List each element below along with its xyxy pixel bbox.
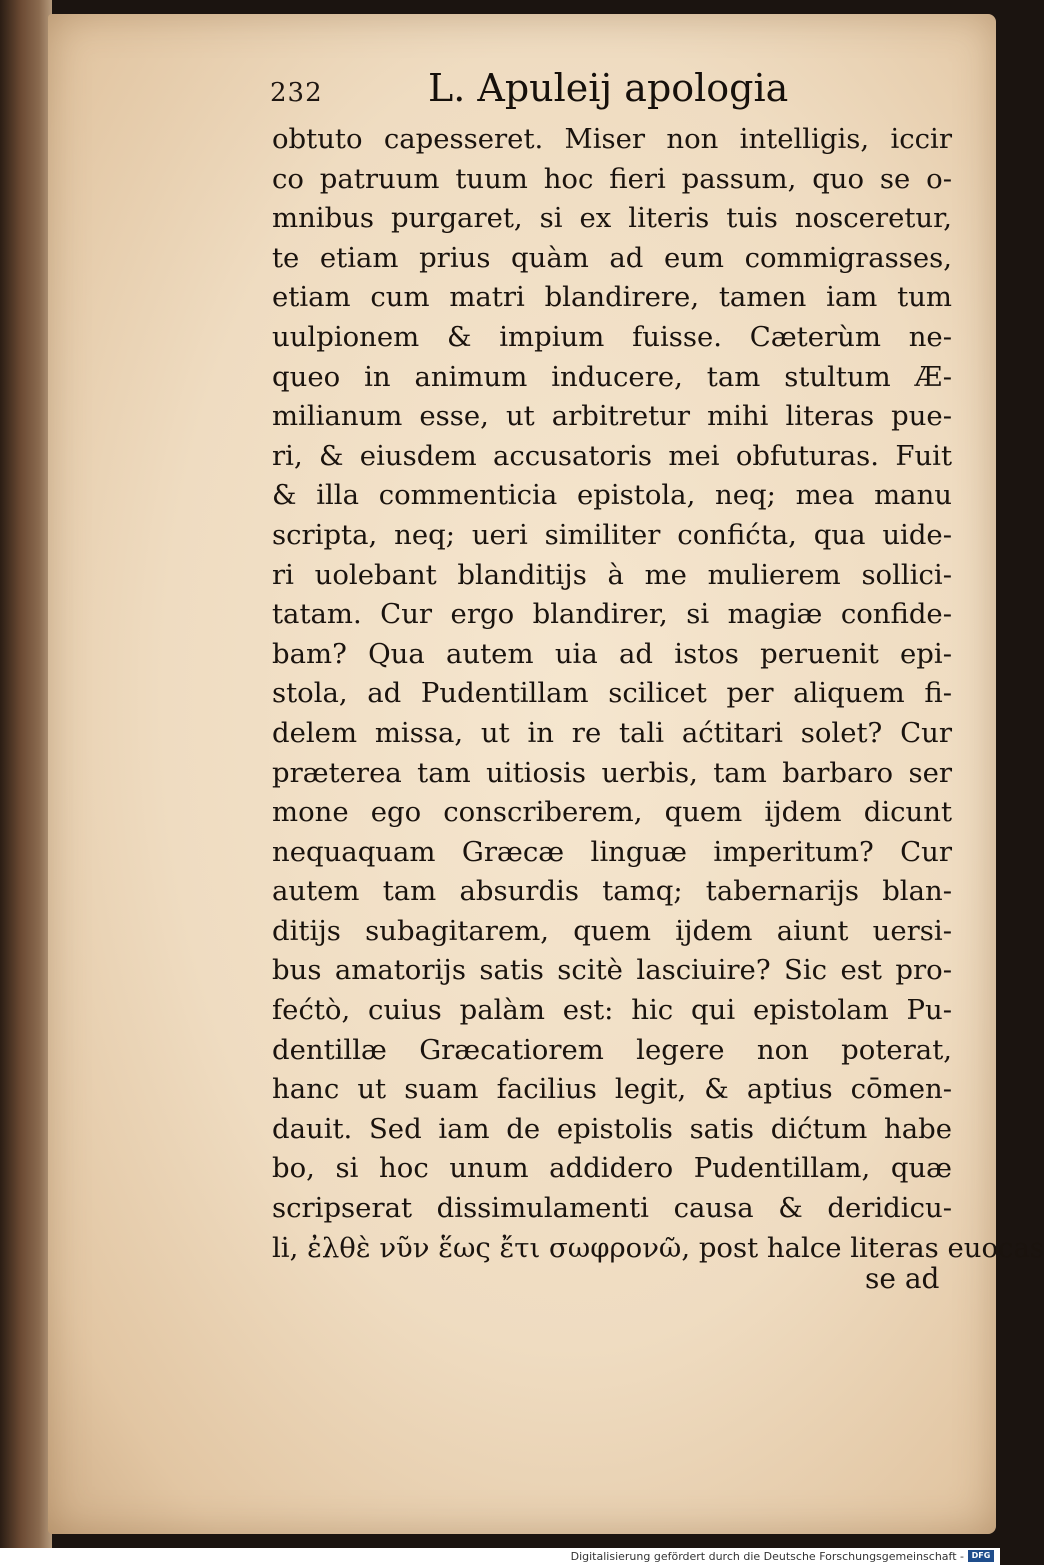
text-line: præterea tam uitiosis uerbis, tam barbaro ser	[272, 756, 952, 789]
catchword: se ad	[865, 1262, 940, 1295]
text-line: autem tam absurdis tamq; tabernarijs blan-	[272, 875, 952, 908]
text-line: tatam. Cur ergo blandirer, si magiæ confide-	[272, 598, 952, 631]
text-line: ri uolebant blanditijs à me mulierem sollici-	[272, 558, 952, 591]
footer-credit: Digitalisierung gefördert durch die Deutsche Forschungsgemeinschaft -	[570, 1550, 964, 1563]
text-line: ditijs subagitarem, quem ijdem aiunt uersi-	[272, 914, 952, 947]
text-line: mnibus purgaret, si ex literis tuis nosceretur,	[272, 202, 952, 235]
page-header	[270, 66, 950, 116]
text-line: dentillæ Græcatiorem legere non poterat,	[272, 1033, 952, 1066]
text-line: mone ego conscriberem, quem ijdem dicunt	[272, 796, 952, 829]
text-line: & illa commenticia epistola, neq; mea manu	[272, 479, 952, 512]
body-text	[272, 120, 1044, 1268]
text-line: uulpionem & impium fuisse. Cæterùm ne-	[272, 320, 952, 353]
text-line: milianum esse, ut arbitretur mihi literas pue-	[272, 400, 952, 433]
text-line: ri, & eiusdem accusatoris mei obfuturas. Fuit	[272, 439, 952, 472]
text-line: co patruum tuum hoc fieri passum, quo se o-	[272, 162, 952, 195]
text-line: bam? Qua autem uia ad istos peruenit epi-	[272, 637, 952, 670]
text-line: te etiam prius quàm ad eum commigrasses,	[272, 241, 952, 274]
running-title: L. Apuleij apologia	[428, 66, 789, 110]
text-line: nequaquam Græcæ linguæ imperitum? Cur	[272, 835, 952, 868]
dfg-logo: DFG	[968, 1550, 994, 1562]
text-line: stola, ad Pudentillam scilicet per aliquem fi-	[272, 677, 952, 710]
text-line: delem missa, ut in re tali aćtitari solet? Cur	[272, 716, 952, 749]
text-line: scripserat dissimulamenti causa & deridicu-	[272, 1192, 952, 1225]
page-number: 232	[270, 78, 323, 108]
text-line: etiam cum matri blandirere, tamen iam tum	[272, 281, 952, 314]
text-line: fećtò, cuius palàm est: hic qui epistolam Pu-	[272, 994, 952, 1027]
text-line: scripta, neq; ueri similiter confićta, qua uide-	[272, 518, 952, 551]
text-line: bo, si hoc unum addidero Pudentillam, quæ	[272, 1152, 952, 1185]
book-binding-edge	[0, 0, 52, 1565]
text-line: queo in animum inducere, tam stultum Æ-	[272, 360, 952, 393]
text-line: li, ἐλθὲ νῦν ἕως ἔτι σωφρονῶ, post halce literas euocas	[272, 1231, 1044, 1264]
text-line: bus amatorijs satis scitè lasciuire? Sic est pro-	[272, 954, 952, 987]
text-line: dauit. Sed iam de epistolis satis dićtum habe	[272, 1112, 952, 1145]
text-line: hanc ut suam facilius legit, & aptius cōmen-	[272, 1073, 952, 1106]
text-line: obtuto capesseret. Miser non intelligis, iccir	[272, 123, 952, 155]
